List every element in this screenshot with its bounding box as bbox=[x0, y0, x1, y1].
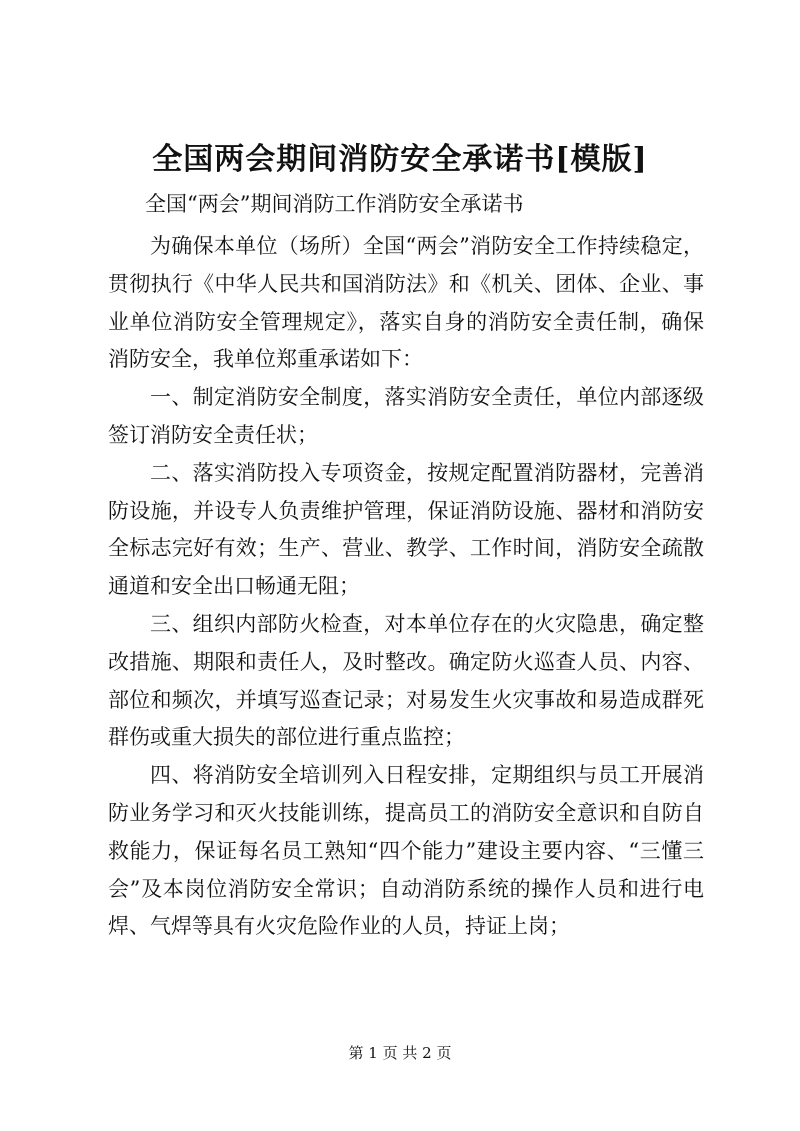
document-title: 全国两会期间消防安全承诺书[模版] bbox=[152, 142, 648, 177]
paragraph-item-3: 三、组织内部防火检查，对本单位存在的火灾隐患，确定整改措施、期限和责任人，及时整改。确定防火巡查人员、内容、部位和频次，并填写巡查记录；对易发生火灾事故和易造成群死群伤或重大损失的部位进行重点监控； bbox=[108, 611, 704, 750]
paragraph-item-2: 二、落实消防投入专项资金，按规定配置消防器材，完善消防设施，并设专人负责维护管理，保证消防设施、器材和消防安全标志完好有效；生产、营业、教学、工作时间，消防安全疏散通道和安全出口畅通无阻； bbox=[108, 460, 704, 599]
document-body bbox=[108, 228, 704, 946]
document-subtitle: 全国“两会”期间消防工作消防安全承诺书 bbox=[145, 192, 524, 216]
page-number-footer: 第 1 页 共 2 页 bbox=[348, 1044, 452, 1062]
paragraph-item-4: 四、将消防安全培训列入日程安排，定期组织与员工开展消防业务学习和灭火技能训练，提高员工的消防安全意识和自防自救能力，保证每名员工熟知“四个能力”建设主要内容、“三懂三会”及本岗位消防安全常识；自动消防系统的操作人员和进行电焊、气焊等具有火灾危险作业的人员，持证上岗； bbox=[108, 763, 704, 939]
paragraph-intro: 为确保本单位（场所）全国“两会”消防安全工作持续稳定，贯彻执行《中华人民共和国消防法》和《机关、团体、企业、事业单位消防安全管理规定》，落实自身的消防安全责任制，确保消防安全，我单位郑重承诺如下： bbox=[108, 234, 704, 372]
paragraph-item-1: 一、制定消防安全制度，落实消防安全责任，单位内部逐级签订消防安全责任状； bbox=[108, 385, 704, 447]
